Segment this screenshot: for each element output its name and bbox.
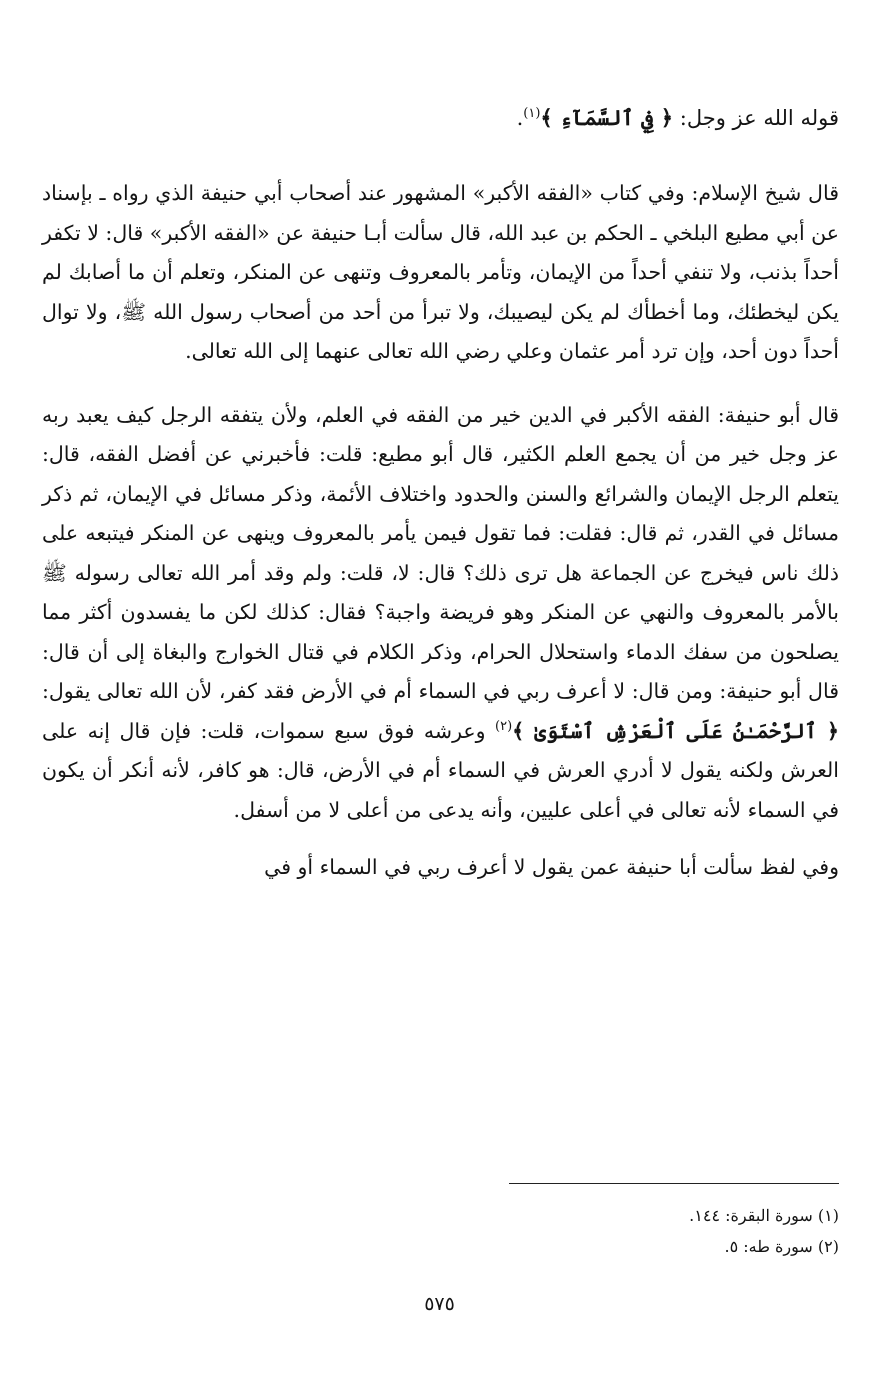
footnote-2: (٢) سورة طه: ٥. <box>724 1237 839 1256</box>
paragraph-2-part-1: قال أبو حنيفة: الفقه الأكبر في الدين خير من الفقه في العلم، ولأن يتفقه الرجل كيف يعبد ربه عز وجل خير من أن يجمع العلم الكثير، قال أبو مطيع: قلت: فأخبرني عن أفضل الفقه، قال: يتعلم الرجل الإيمان والشرائع والسنن والحدود واختلاف الأئمة، وذكر مسائل في الإيمان، ثم ذكر مسائل في القدر، ثم قال: فقلت: فما تقول فيمن يأمر بالمعروف وينهى عن المنكر فيتبعه على ذلك ناس فيخرج عن الجماعة هل ترى ذلك؟ قال: لا، قلت: ولم وقد أمر الله تعالى رسوله ﷺ بالأمر بالمعروف والنهي عن المنكر وهو فريضة واجبة؟ فقال: كذلك لكن ما يفسدون أكثر مما يصلحون من سفك الدماء واستحلال الحرام، وذكر الكلام في قتال الخوارج والبغاة إلى أن قال: قال أبو حنيفة: ومن قال: لا أعرف ربي في السماء أم في الأرض فقد كفر، لأن الله تعالى يقول: <box>42 402 839 703</box>
footnotes <box>319 1200 839 1262</box>
quran-verse-heading: ﴿ فِي ٱلسَّمَآءِ ﴾ <box>540 105 674 130</box>
page-number: ٥٧٥ <box>424 1293 455 1315</box>
footnote-divider <box>509 1183 839 1184</box>
footnote-1: (١) سورة البقرة: ١٤٤. <box>689 1206 839 1225</box>
paragraph-2 <box>42 396 839 831</box>
heading-end: . <box>516 106 524 130</box>
quran-verse-istawa: ﴿ ٱلرَّحْمَـٰنُ عَلَى ٱلْعَرْشِ ٱسْتَوَىٰ ﴾ <box>512 718 839 743</box>
section-heading <box>42 100 839 136</box>
paragraph-3: وفي لفظ سألت أبا حنيفة عمن يقول لا أعرف ربي في السماء أو في <box>264 855 839 879</box>
footnote-ref-1: (١) <box>523 106 541 121</box>
heading-text: قوله الله عز وجل: <box>673 106 839 130</box>
page-body <box>42 100 839 888</box>
footnote-ref-2: (٢) <box>495 718 513 734</box>
paragraph-1: قال شيخ الإسلام: وفي كتاب «الفقه الأكبر» المشهور عند أصحاب أبي حنيفة الذي رواه ـ بإسناد عن أبي مطيع البلخي ـ الحكم بن عبد الله، قال سألت أبـا حنيفة عن «الفقه الأكبر» قال: لا تكفر أحداً بذنب، ولا تنفي أحداً من الإيمان، وتأمر بالمعروف وتنهى عن المنكر، وتعلم أن ما أصابك لم يكن ليخطئك، وما أخطأك لم يكن ليصيبك، ولا تبرأ من أحد من أصحاب رسول الله ﷺ، ولا توال أحداً دون أحد، وإن ترد أمر عثمان وعلي رضي الله تعالى عنهما إلى الله تعالى. <box>42 181 839 363</box>
paragraph-2-part-2: وعرشه فوق سبع سموات، قلت: فإن قال إنه على العرش ولكنه يقول لا أدري العرش في السماء أم في الأرض، قال: هو كافر، لأنه أنكر أن يكون في السماء لأنه تعالى في أعلى عليين، وأنه يدعى من أعلى لا من أسفل. <box>42 718 839 822</box>
